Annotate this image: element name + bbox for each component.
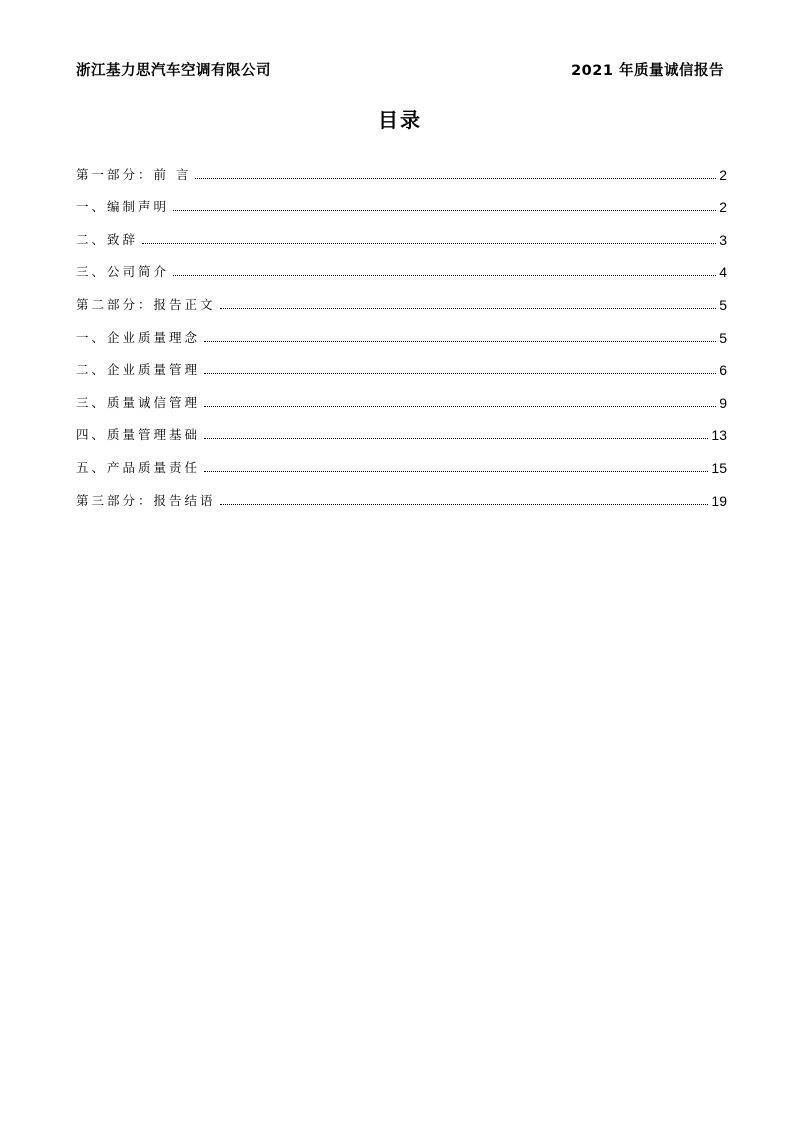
toc-leader-dots [204, 406, 716, 407]
toc-leader-dots [142, 243, 716, 244]
toc-entry-label: 一、企业质量理念 [76, 329, 201, 345]
toc-entry[interactable] [76, 183, 727, 216]
report-title: 2021 年质量诚信报告 [571, 63, 724, 79]
toc-entry-page: 19 [711, 492, 727, 509]
toc-entry-label: 三、公司简介 [76, 264, 170, 280]
toc-entry-label: 第三部分：报告结语 [76, 492, 216, 508]
toc-entry[interactable] [76, 280, 727, 313]
toc-leader-dots [173, 275, 716, 276]
toc-entry-page: 4 [719, 264, 727, 281]
toc-entry-label: 第二部分：报告正文 [76, 296, 216, 312]
toc-entry[interactable] [76, 411, 727, 444]
toc-entry[interactable] [76, 378, 727, 411]
toc-entry[interactable] [76, 248, 727, 281]
table-of-contents [76, 150, 727, 509]
toc-entry-label: 三、质量诚信管理 [76, 394, 201, 410]
toc-leader-dots [204, 471, 708, 472]
toc-entry-page: 13 [711, 427, 727, 444]
toc-entry-page: 6 [719, 362, 727, 379]
toc-entry-page: 3 [719, 231, 727, 248]
toc-entry[interactable] [76, 443, 727, 476]
toc-entry-label: 二、致辞 [76, 231, 139, 247]
toc-entry-page: 15 [711, 459, 727, 476]
toc-entry[interactable] [76, 346, 727, 379]
toc-entry-label: 第一部分：前 言 [76, 166, 192, 182]
toc-entry[interactable] [76, 150, 727, 183]
toc-leader-dots [220, 504, 709, 505]
toc-entry-page: 9 [719, 394, 727, 411]
toc-entry-page: 2 [719, 199, 727, 216]
page-header [76, 57, 724, 83]
toc-entry[interactable] [76, 313, 727, 346]
toc-leader-dots [204, 341, 716, 342]
toc-entry-page: 5 [719, 296, 727, 313]
toc-entry-page: 5 [719, 329, 727, 346]
toc-entry-label: 四、质量管理基础 [76, 427, 201, 443]
toc-entry-label: 一、编制声明 [76, 199, 170, 215]
toc-leader-dots [204, 438, 708, 439]
toc-entry-label: 五、产品质量责任 [76, 459, 201, 475]
toc-entry-page: 2 [719, 166, 727, 183]
toc-leader-dots [220, 308, 716, 309]
company-name: 浙江基力思汽车空调有限公司 [76, 63, 271, 79]
toc-entry[interactable] [76, 476, 727, 509]
toc-leader-dots [195, 178, 716, 179]
toc-leader-dots [173, 210, 716, 211]
toc-entry[interactable] [76, 215, 727, 248]
toc-leader-dots [204, 373, 716, 374]
toc-title: 目录 [378, 108, 422, 132]
toc-entry-label: 二、企业质量管理 [76, 362, 201, 378]
